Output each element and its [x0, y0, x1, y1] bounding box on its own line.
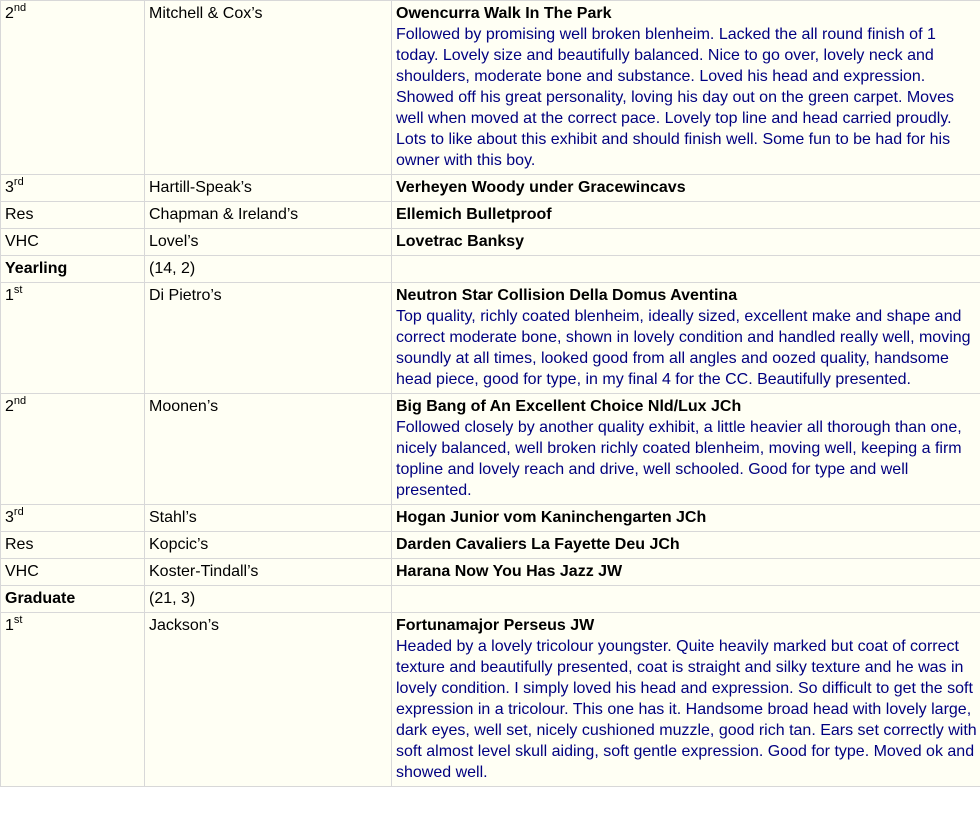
placing-label: 3	[5, 179, 14, 196]
placing-row	[1, 505, 980, 532]
placing-row	[1, 202, 980, 229]
critique-text: Followed closely by another quality exhibit, a little heavier all thorough than one, nicely balanced, well broken richly coated blenheim, moving well, keeping a firm topline and lovely reach and drive, well schooled. Good for type and well presented.	[396, 419, 962, 499]
dog-cell	[392, 532, 980, 559]
placing-cell	[1, 613, 145, 787]
dog-name: Verheyen Woody under Gracewincavs	[396, 179, 686, 196]
dog-cell	[392, 229, 980, 256]
class-header-row	[1, 256, 980, 283]
class-empty-cell	[392, 586, 980, 613]
placing-row	[1, 559, 980, 586]
placing-label: VHC	[5, 563, 39, 580]
placing-label: 1	[5, 287, 14, 304]
dog-cell	[392, 283, 980, 394]
placing-cell	[1, 175, 145, 202]
exhibitor-name: Chapman & Ireland’s	[145, 202, 392, 229]
class-empty-cell	[392, 256, 980, 283]
dog-name: Fortunamajor Perseus JW	[396, 617, 595, 634]
placing-suffix: nd	[13, 394, 27, 407]
class-name: Yearling	[1, 256, 145, 283]
placing-row	[1, 532, 980, 559]
dog-cell	[392, 559, 980, 586]
placing-label: 2	[5, 398, 14, 415]
critique-text: Followed by promising well broken blenheim. Lacked the all round finish of 1 today. Lovely size and beautifully balanced. Nice to go over, lovely neck and shoulders, moderate bone and substance. Loved his head and expression. Showed off his great personality, loving his day out on the green carpet. Moves well when moved at the correct pace. Lovely top line and head carried proudly. Lots to like about this exhibit and should finish well. Some fun to be had for his owner with this boy.	[396, 26, 954, 169]
class-entries: (21, 3)	[145, 586, 392, 613]
placing-label: Res	[5, 536, 34, 553]
placing-suffix: nd	[13, 1, 27, 14]
placing-suffix: st	[13, 613, 23, 626]
placing-row	[1, 175, 980, 202]
exhibitor-name: Koster-Tindall’s	[145, 559, 392, 586]
placing-cell	[1, 229, 145, 256]
exhibitor-name: Moonen’s	[145, 394, 392, 505]
placing-label: 1	[5, 617, 14, 634]
dog-cell	[392, 394, 980, 505]
placing-label: VHC	[5, 233, 39, 250]
placing-row	[1, 229, 980, 256]
class-entries: (14, 2)	[145, 256, 392, 283]
placing-cell	[1, 283, 145, 394]
placing-suffix: rd	[13, 505, 24, 518]
placing-cell	[1, 394, 145, 505]
placing-cell	[1, 202, 145, 229]
critique-text: Headed by a lovely tricolour youngster. Quite heavily marked but coat of correct texture and beautifully presented, coat is straight and silky texture and he was in lovely condition. I simply loved his head and expression. So difficult to get the soft expression in a tricolour. This one has it. Handsome broad head with lovely large, dark eyes, well set, nicely cushioned muzzle, good rich tan. Ears set correctly with soft almost level skull aiding, soft gentle expression. Good for type. Moved ok and showed well.	[396, 638, 977, 781]
dog-name: Ellemich Bulletproof	[396, 206, 552, 223]
placing-label: Res	[5, 206, 34, 223]
critique-text: Top quality, richly coated blenheim, ideally sized, excellent make and shape and correct moderate bone, shown in lovely condition and handled really well, moving soundly at all times, looked good from all angles and oozed quality, handsome head piece, good for type, in my final 4 for the CC. Beautifully presented.	[396, 308, 971, 388]
placing-label: 3	[5, 509, 14, 526]
exhibitor-name: Mitchell & Cox’s	[145, 1, 392, 175]
placing-row	[1, 394, 980, 505]
placing-row	[1, 613, 980, 787]
dog-name: Owencurra Walk In The Park	[396, 5, 612, 22]
placing-cell	[1, 532, 145, 559]
dog-name: Hogan Junior vom Kaninchengarten JCh	[396, 509, 707, 526]
placing-row	[1, 283, 980, 394]
placing-row	[1, 1, 980, 175]
dog-name: Darden Cavaliers La Fayette Deu JCh	[396, 536, 680, 553]
dog-cell	[392, 613, 980, 787]
dog-name: Neutron Star Collision Della Domus Aventina	[396, 287, 738, 304]
exhibitor-name: Stahl’s	[145, 505, 392, 532]
exhibitor-name: Jackson’s	[145, 613, 392, 787]
exhibitor-name: Lovel’s	[145, 229, 392, 256]
exhibitor-name: Hartill-Speak’s	[145, 175, 392, 202]
exhibitor-name: Di Pietro’s	[145, 283, 392, 394]
dog-cell	[392, 1, 980, 175]
dog-cell	[392, 505, 980, 532]
placing-cell	[1, 559, 145, 586]
dog-cell	[392, 202, 980, 229]
placing-suffix: st	[13, 283, 23, 296]
dog-name: Lovetrac Banksy	[396, 233, 525, 250]
class-name: Graduate	[1, 586, 145, 613]
exhibitor-name: Kopcic’s	[145, 532, 392, 559]
placing-cell	[1, 1, 145, 175]
dog-cell	[392, 175, 980, 202]
class-header-row	[1, 586, 980, 613]
placing-label: 2	[5, 5, 14, 22]
results-body	[1, 1, 980, 787]
placing-suffix: rd	[13, 175, 24, 188]
dog-name: Harana Now You Has Jazz JW	[396, 563, 623, 580]
placing-cell	[1, 505, 145, 532]
dog-name: Big Bang of An Excellent Choice Nld/Lux JCh	[396, 398, 742, 415]
